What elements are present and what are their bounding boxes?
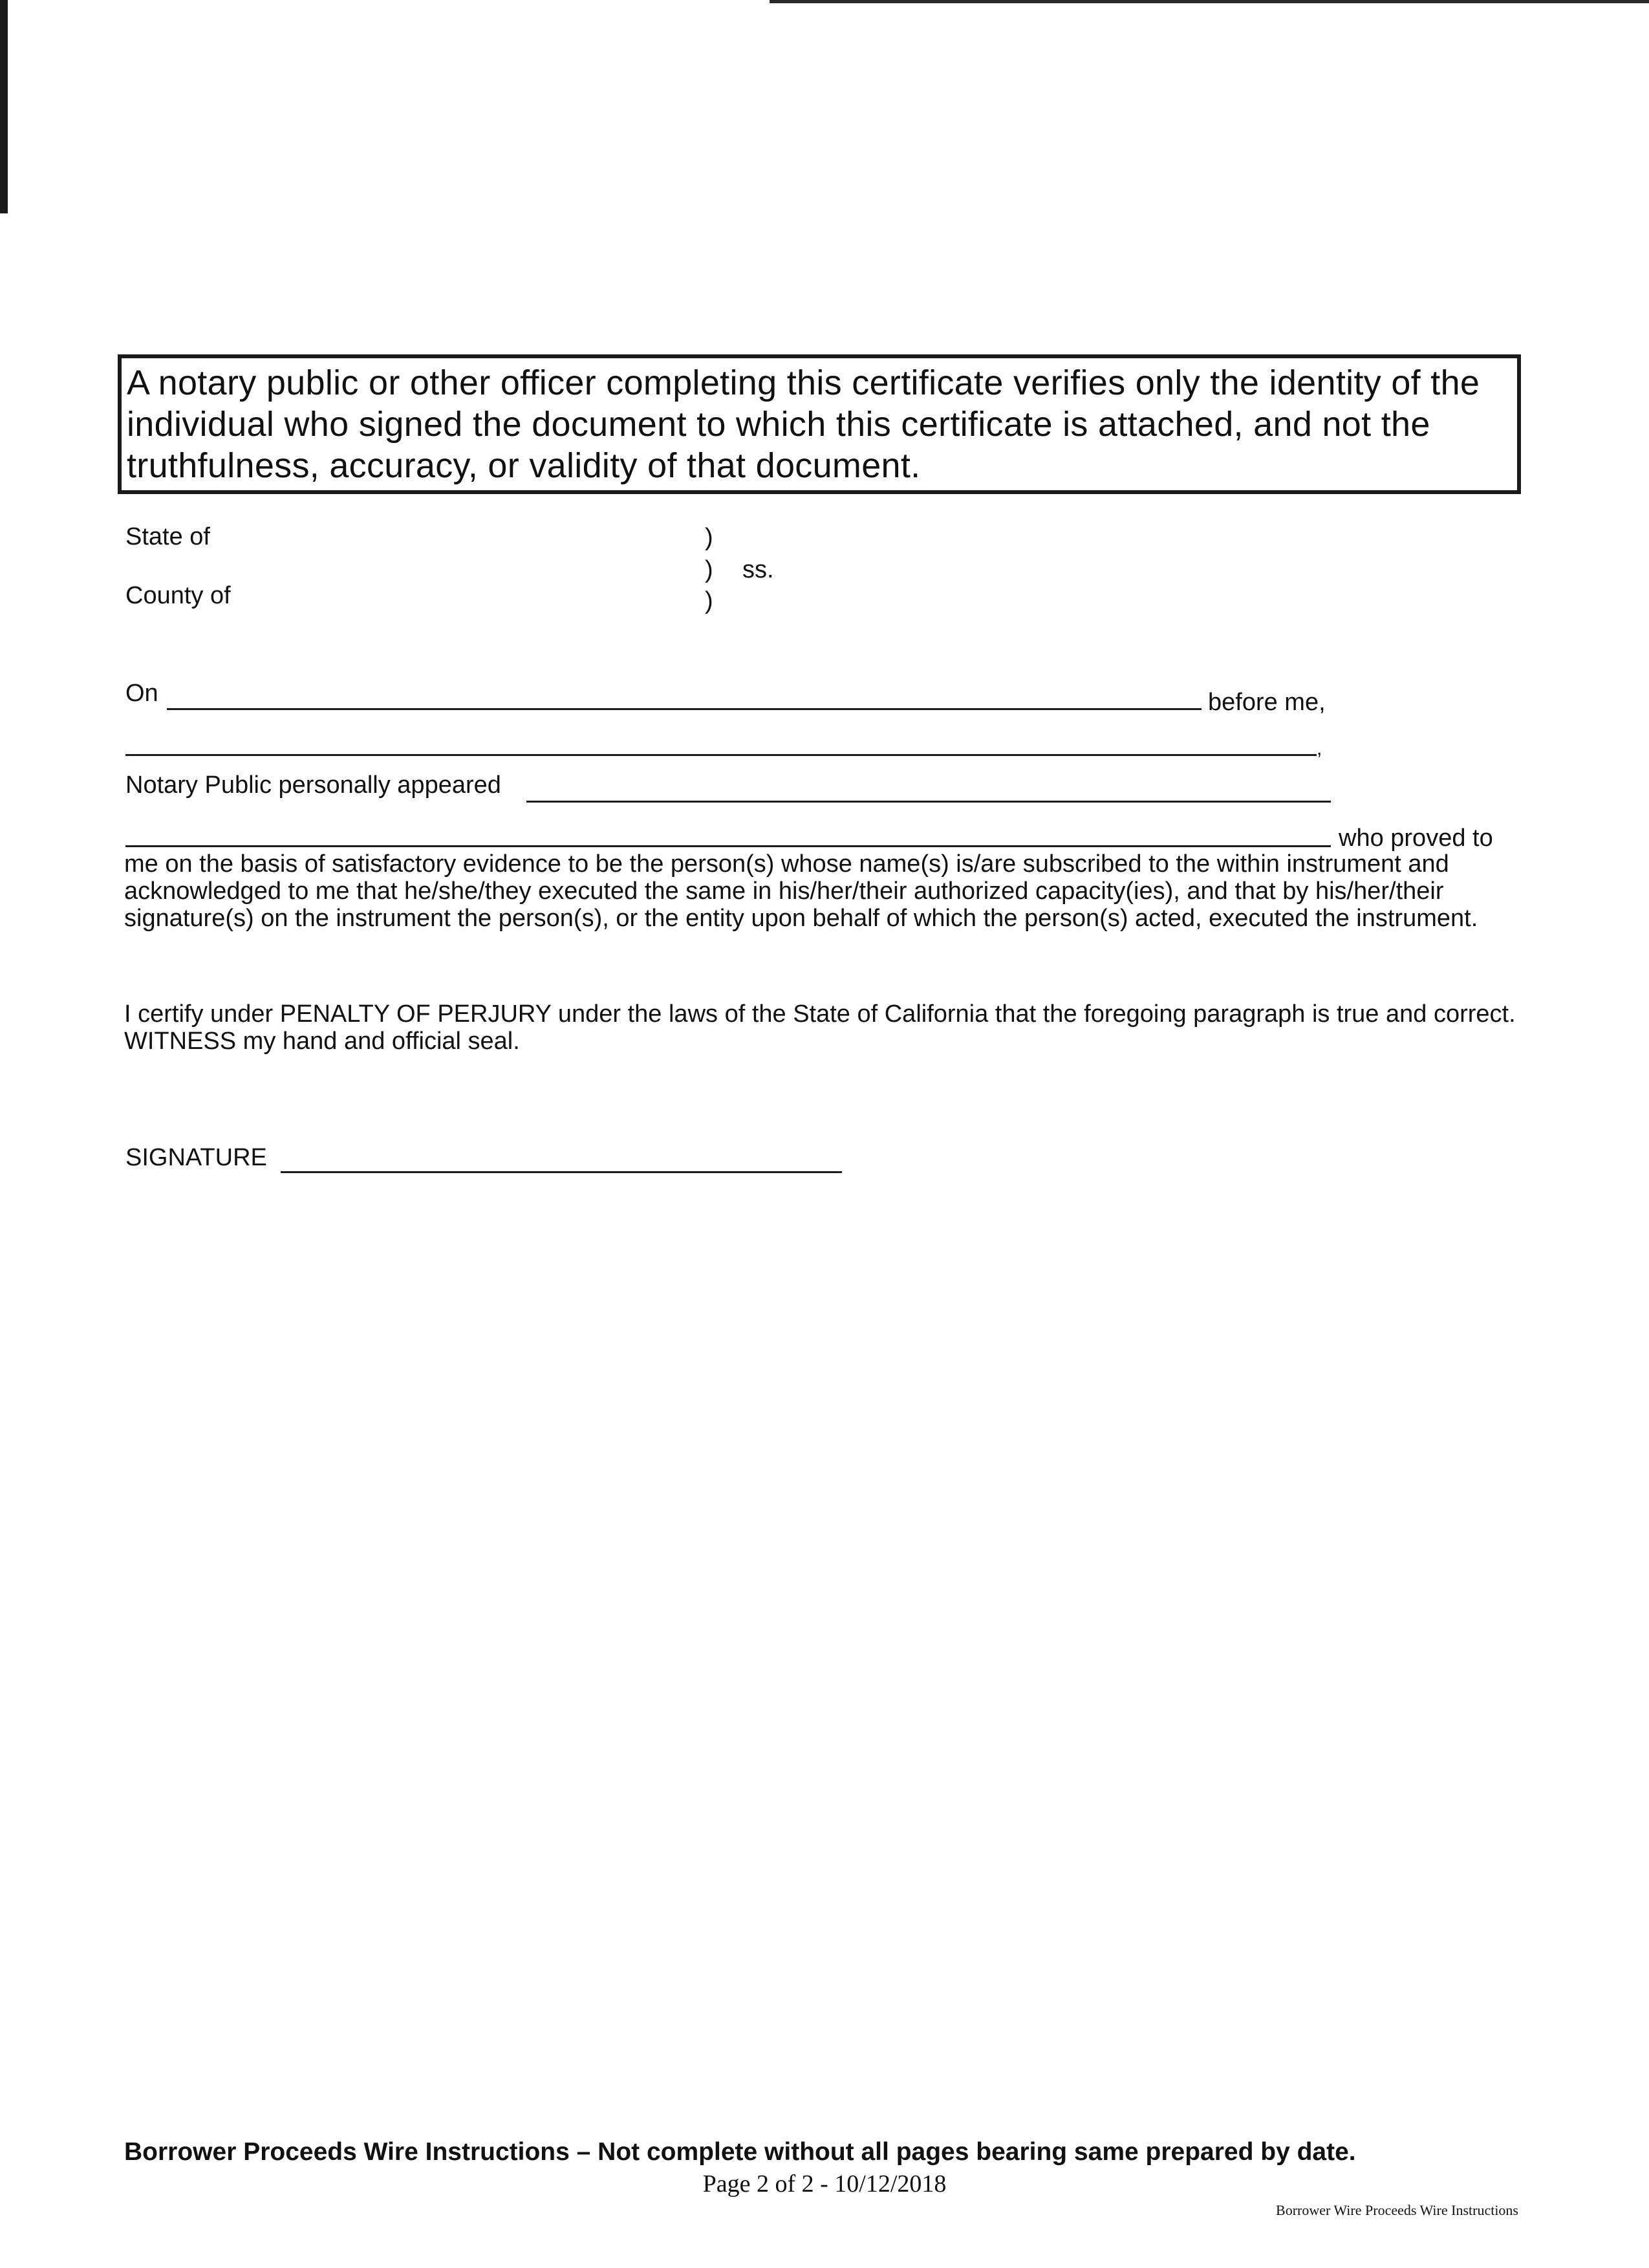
venue-paren-3: )	[705, 587, 713, 614]
ss-label: ss.	[742, 556, 774, 583]
notary-notice-text: A notary public or other officer completing this certificate verifies only the identity of the individual who signed the document to which this certificate is attached, and not the truthfulness, accuracy, or validity of that document.	[127, 363, 1480, 485]
footer-page-number: Page 2 of 2 - 10/12/2018	[702, 2170, 947, 2198]
certification-paragraph: I certify under PENALTY OF PERJURY under the laws of the State of California that the foregoing paragraph is true and correct. WITNESS my hand and official seal.	[124, 1000, 1516, 1055]
on-label: On	[125, 680, 158, 707]
notary-name-line[interactable]	[125, 754, 1317, 756]
who-proved-label: who proved to	[1339, 825, 1493, 852]
notary-notice-box	[118, 354, 1521, 494]
signature-line[interactable]	[281, 1171, 842, 1173]
footer-document-name: Borrower Wire Proceeds Wire Instructions	[1276, 2202, 1518, 2218]
scan-edge-left	[0, 0, 8, 213]
footer-notice: Borrower Proceeds Wire Instructions – Not complete without all pages bearing same prepared by date.	[124, 2138, 1356, 2166]
state-of-label: State of	[125, 523, 210, 550]
venue-paren-1: )	[705, 524, 713, 551]
appeared-line[interactable]	[526, 801, 1331, 803]
appeared-line-2[interactable]	[125, 845, 1331, 847]
signature-label: SIGNATURE	[125, 1144, 267, 1171]
acknowledgment-paragraph: me on the basis of satisfactory evidence to be the person(s) whose name(s) is/are subscribed to the within instrument and acknowledged to me that he/she/they executed the same in his/her/their authorized capacity(ies), and that by his/her/their signature(s) on the instrument the person(s), or the entity upon behalf of which the person(s) acted, executed the instrument.	[124, 850, 1478, 932]
scan-edge-top	[770, 0, 1649, 3]
venue-paren-2: )	[705, 556, 713, 583]
notary-name-comma: ,	[1317, 738, 1322, 759]
notary-appeared-label: Notary Public personally appeared	[125, 772, 501, 799]
date-line[interactable]	[167, 708, 1202, 710]
county-of-label: County of	[125, 582, 231, 609]
before-me-label: before me,	[1208, 689, 1326, 716]
